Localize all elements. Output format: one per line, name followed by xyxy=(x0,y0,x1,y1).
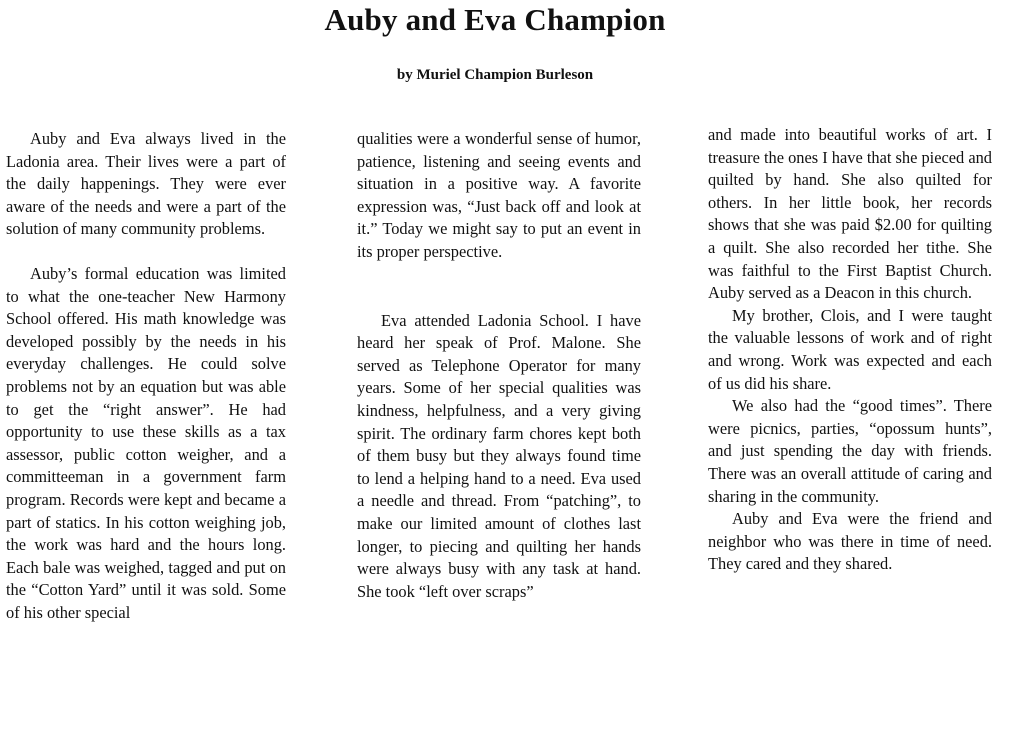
column-3 xyxy=(708,124,992,576)
column-2 xyxy=(357,128,641,603)
paragraph: My brother, Clois, and I were taught the valuable lessons of work and of right and wrong. Work was expected and each of us did his share. xyxy=(708,305,992,393)
paragraph: Auby and Eva always lived in the Ladonia area. Their lives were a part of the daily happenings. They were ever aware of the needs and were a part of the solution of many community problems. xyxy=(6,129,286,239)
article-title: Auby and Eva Champion xyxy=(324,2,666,37)
paragraph: Auby’s formal education was limited to what the one-teacher New Harmony School offered. His math knowledge was developed possibly by the needs in his everyday challenges. He could solve problems not by an equation but was able to get the “right answer”. He had opportunity to use these skills as a tax assessor, public cotton weigher, and a committeeman in a government farm program. Records were kept and became a part of statics. In his cotton weighing job, the work was hard and the hours long. Each bale was weighed, tagged and put on the “Cotton Yard” until it was sold. Some of his other special xyxy=(6,263,286,622)
paragraph: and made into beautiful works of art. I treasure the ones I have that she pieced and quilted by hand. She also quilted for others. In her little book, her records shows that she was paid $2.00 for quilting a quilt. She also recorded her tithe. She was faithful to the First Baptist Church. Auby served as a Deacon in this church. xyxy=(708,125,992,303)
paragraph: qualities were a wonderful sense of humor, patience, listening and seeing events and situation in a positive way. A favorite expression was, “Just back off and look at it.” Today we might say to put an event in its proper perspective. xyxy=(357,129,641,261)
paragraph: Eva attended Ladonia School. I have heard her speak of Prof. Malone. She served as Telephone Operator for many years. Some of her special qualities was kindness, helpfulness, and a very giving spirit. The ordinary farm chores kept both of them busy but they always found time to lend a helping hand to a need. Eva used a needle and thread. From “patching”, to make our limited amount of clothes last longer, to piecing and quilting her hands were always busy with any task at hand. She took “left over scraps” xyxy=(357,310,641,601)
article-byline: by Muriel Champion Burleson xyxy=(396,67,594,83)
column-1 xyxy=(6,128,286,624)
paragraph: We also had the “good times”. There were picnics, parties, “opossum hunts”, and just spending the day with friends. There was an overall attitude of caring and sharing in the community. xyxy=(708,396,992,506)
paragraph: Auby and Eva were the friend and neighbor who was there in time of need. They cared and they shared. xyxy=(708,509,992,574)
